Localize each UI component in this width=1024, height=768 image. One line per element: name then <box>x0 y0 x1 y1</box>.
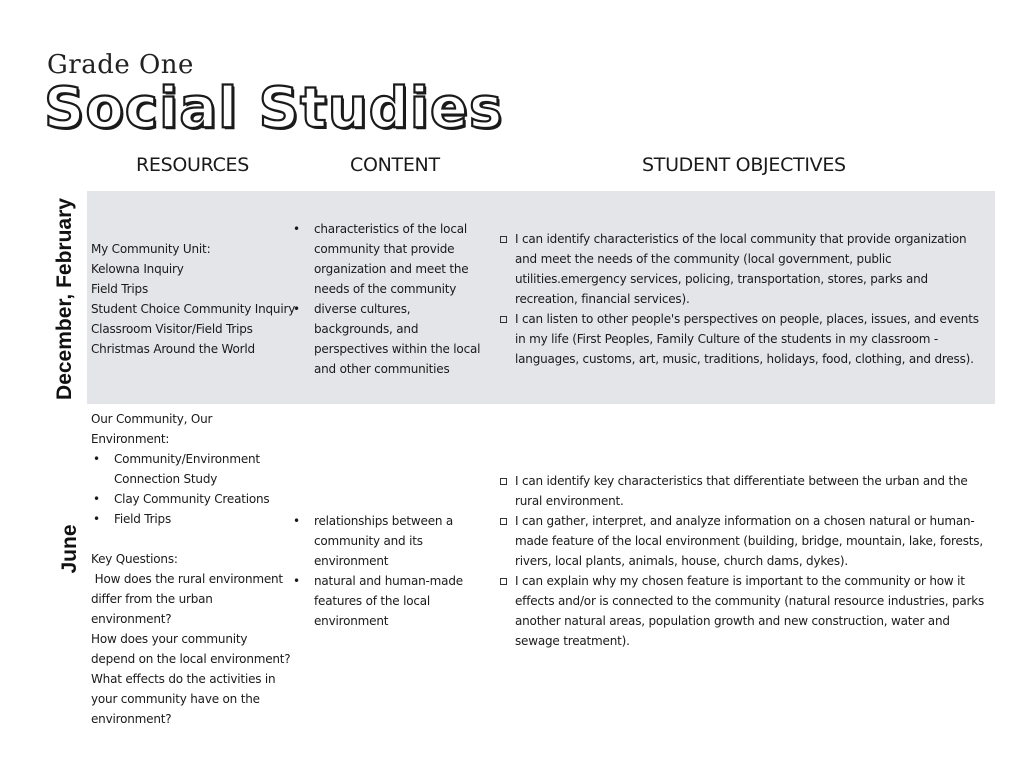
column-header-objectives: STUDENT OBJECTIVES <box>642 154 846 176</box>
row1-resource-item: Student Choice Community Inquiry <box>91 302 296 316</box>
row1-resource-item: Kelowna Inquiry <box>91 262 184 276</box>
column-header-resources: RESOURCES <box>136 154 250 176</box>
row2-objective-item: I can gather, interpret, and analyze information on a chosen natural or human-made feature of the local environment (building, bridge, mountain, lake, forests, rivers, local plants, animals, house, church dams, dykes). <box>496 511 990 571</box>
row-label-december-february: December, February <box>53 198 76 400</box>
row1-content <box>291 219 491 379</box>
row1-resource-item: Classroom Visitor/Field Trips <box>91 322 253 336</box>
row1-objective-item: I can listen to other people's perspectives on people, places, issues, and events in my life (First Peoples, Family Culture of the students in my classroom - languages, customs, art, music, traditions, holidays, food, clothing, and dress). <box>496 309 990 369</box>
row2-question-item: How does your community depend on the local environment? <box>91 632 291 666</box>
row2-content <box>291 511 496 631</box>
row2-resource-item: • Clay Community Creations <box>91 489 291 509</box>
row1-objectives <box>496 229 990 369</box>
row2-resources <box>91 409 291 729</box>
row1-resources-title: My Community Unit: <box>91 242 211 256</box>
row1-content-item: • diverse cultures, backgrounds, and perspectives within the local and other communities <box>291 299 491 379</box>
row2-resource-item: • Community/Environment Connection Study <box>91 449 291 489</box>
row1-resource-item: Christmas Around the World <box>91 342 255 356</box>
row1-content-item: • characteristics of the local community that provide organization and meet the needs of the community <box>291 219 491 299</box>
row2-resources-title: Our Community, Our Environment: <box>91 412 213 446</box>
row2-objective-item: I can identify key characteristics that differentiate between the urban and the rural environment. <box>496 471 990 511</box>
row2-questions-title: Key Questions: <box>91 552 178 566</box>
grade-heading: Grade One <box>47 50 194 80</box>
row2-content-item: • relationships between a community and its environment <box>291 511 496 571</box>
row1-resources <box>91 239 296 359</box>
row2-resource-item: • Field Trips <box>91 509 291 529</box>
row2-objectives <box>496 471 990 651</box>
page-title: Social Studies <box>44 76 504 141</box>
row-label-june: June <box>58 524 81 574</box>
column-header-content: CONTENT <box>350 154 440 176</box>
row2-question-item: How does the rural environment differ from the urban environment? <box>91 572 287 626</box>
row1-resource-item: Field Trips <box>91 282 149 296</box>
row2-content-item: • natural and human-made features of the local environment <box>291 571 496 631</box>
row2-objective-item: I can explain why my chosen feature is important to the community or how it effects and/or is connected to the community (natural resource industries, parks another natural areas, population growth and new construction, water and sewage treatment). <box>496 571 990 651</box>
row1-objective-item: I can identify characteristics of the local community that provide organization and meet the needs of the community (local government, public utilities.emergency services, policing, transportation, stores, parks and recreation, financial services). <box>496 229 990 309</box>
row2-question-item: What effects do the activities in your community have on the environment? <box>91 672 276 726</box>
